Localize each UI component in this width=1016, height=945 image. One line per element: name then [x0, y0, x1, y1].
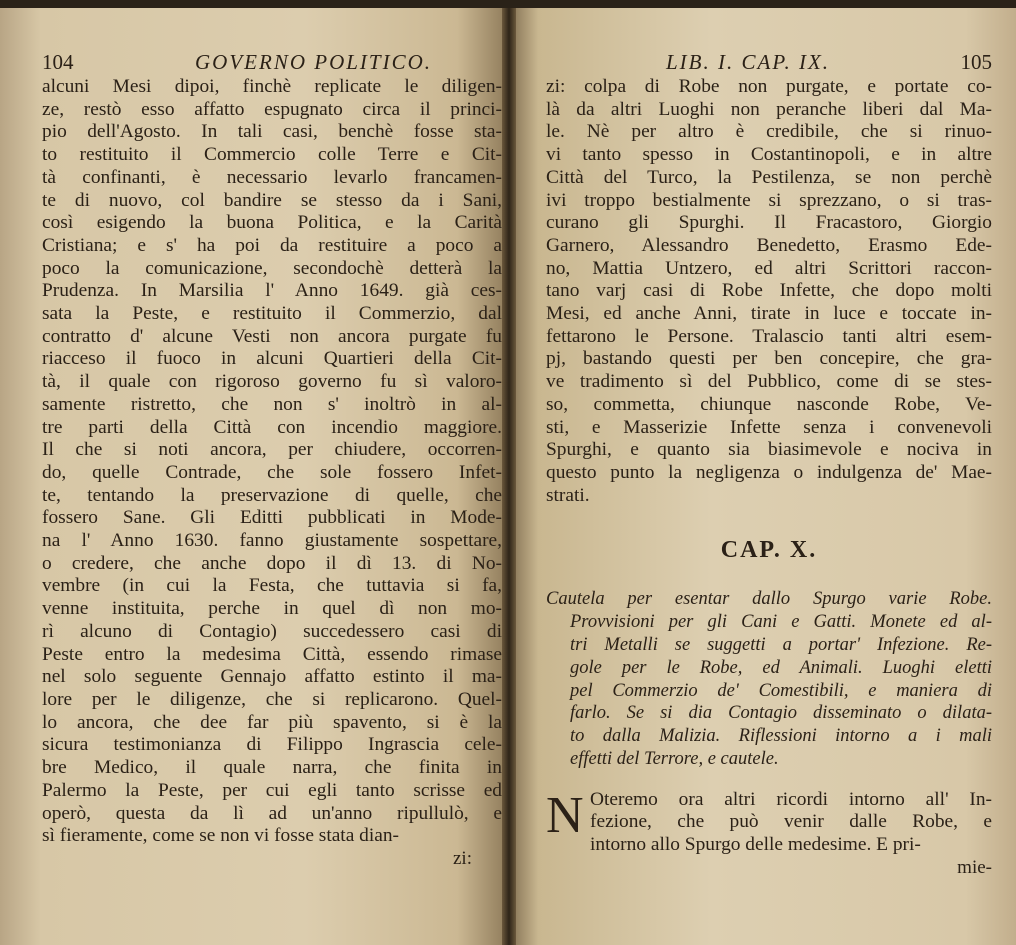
text-line: vembre (in cui la Festa, che tuttavia si fa, [42, 575, 502, 597]
catchword-right: mie- [957, 856, 992, 878]
text-line: sì fieramente, come se non vi fosse stata dian- [42, 825, 399, 847]
summary-line: gole per le Robe, ed Animali. Luoghi eletti [570, 657, 992, 678]
text-line: tre parti della Città con incendio maggiore. [42, 416, 502, 438]
text-line: strati. [546, 484, 590, 506]
text-line: pj, bastando questi per ben concepire, che gra- [546, 348, 992, 370]
text-line: fossero Sane. Gli Editti pubblicati in Mode- [42, 507, 502, 529]
text-line: vi tanto spesso in Costantinopoli, e in altre [546, 144, 992, 166]
open-book [0, 8, 1016, 945]
text-line: zi: colpa di Robe non purgate, e portate co- [546, 76, 992, 97]
drop-cap: N [546, 786, 584, 844]
running-head-right [546, 50, 992, 76]
text-line: venne instituita, perche in quel dì non mo- [42, 598, 502, 620]
summary-line: farlo. Se si dia Contagio disseminato o dilata- [570, 703, 992, 724]
chapter-opening [546, 786, 992, 857]
text-line: nel solo seguente Gennajo affatto estinto il ma- [42, 666, 502, 688]
opening-lines [546, 786, 992, 857]
running-head-left [42, 50, 502, 76]
text-line: Palermo la Peste, per cui egli tanto scrisse ed [42, 779, 502, 801]
summary-line: to dalla Malizia. Riflessioni intorno a i mali [570, 726, 992, 747]
summary-line: tri Metalli se suggetti a portar' Infezione. Re- [570, 634, 992, 655]
text-line: Spurghi, e quanto sia biasimevole e nociva in [546, 439, 992, 461]
summary-line: effetti del Terrore, e cautele. [570, 748, 779, 769]
text-line: così esigendo la buona Politica, e la Carità [42, 212, 502, 234]
text-line: Città del Turco, la Pestilenza, se non perchè [546, 166, 992, 188]
text-line: lore per le diligenze, che si replicarono. Quel- [42, 688, 502, 710]
text-line: te di nuovo, col bandire se stesso da i Sani, [42, 189, 502, 211]
text-line: Cristiana; e s' ha poi da restituire a poco a [42, 234, 502, 256]
text-line: intorno allo Spurgo delle medesime. E pri- [590, 834, 921, 856]
text-line: o credere, che anche dopo il dì 13. di No- [42, 552, 502, 574]
text-line: sti, e Masserizie Infette senza i convenevoli [546, 416, 992, 438]
text-line: alcuni Mesi dipoi, finchè replicate le diligen- [42, 76, 502, 97]
text-line: fettarono le Persone. Tralascio tanti altri esem- [546, 325, 992, 347]
text-line: Peste entro la medesima Città, essendo rimase [42, 643, 502, 665]
right-page [508, 8, 1016, 945]
text-line: no, Mattia Untzero, ed altri Scrittori raccon- [546, 257, 992, 279]
text-line: tà, il quale con rigoroso governo fu sì valoro- [42, 371, 502, 393]
chapter-heading: CAP. X. [720, 537, 818, 564]
right-body-text [546, 76, 992, 507]
text-line: lo ancora, che dee far più spavento, si è la [42, 711, 502, 733]
text-line: Il che si noti ancora, per chiudere, occorren- [42, 439, 502, 461]
text-line: tano varj casi di Robe Infette, che dopo molti [546, 280, 992, 302]
text-line: do, quelle Contrade, che sole fossero Infet- [42, 461, 502, 483]
text-line: pio dell'Agosto. In tali casi, benchè fosse sta- [42, 121, 502, 143]
running-title-left: GOVERNO POLITICO. [195, 50, 432, 74]
text-line: curano gli Spurghi. Il Fracastoro, Giorgio [546, 212, 992, 234]
text-line: contratto d' alcune Vesti non ancora purgate fu [42, 325, 502, 347]
text-line: ze, restò esso affatto espugnato circa il princi- [42, 98, 502, 120]
page-number-right: 105 [960, 50, 992, 74]
text-line: sicura testimonianza di Filippo Ingrascia cele- [42, 734, 502, 756]
text-line: ivi troppo bestialmente si sprezzano, o si tras- [546, 189, 992, 211]
text-line: Oteremo ora altri ricordi intorno all' In- [590, 788, 992, 810]
text-line: Garnero, Alessandro Benedetto, Erasmo Ede- [546, 234, 992, 256]
text-line: poco la comunicazione, secondochè detterà la [42, 257, 502, 279]
text-line: operò, questa da lì ad un'anno ripullulò, e [42, 802, 502, 824]
text-line: là da altri Luoghi non peranche liberi dal Ma- [546, 98, 992, 120]
text-line: bre Medico, il quale narra, che finita in [42, 757, 502, 779]
catchword-left: zi: [453, 847, 472, 869]
text-line: fezione, che può venir dalle Robe, e [590, 811, 992, 833]
text-line: riacceso il fuoco in alcuni Quartieri della Cit- [42, 348, 502, 370]
left-body-text [42, 76, 502, 848]
summary-line: pel Commerzio de' Comestibili, e maniera di [570, 680, 992, 701]
summary-line: Provvisioni per gli Cani e Gatti. Monete ed al- [570, 612, 992, 633]
text-line: to restituito il Commercio colle Terre e Cit- [42, 144, 502, 166]
text-line: samente ristretto, che non s' inoltrò in al- [42, 393, 502, 415]
text-line: na l' Anno 1630. fanno giustamente sospettare, [42, 530, 502, 552]
text-line: te, tentando la preservazione di quelle, che [42, 484, 502, 506]
left-page [0, 8, 508, 945]
text-line: ve tradimento sì del Pubblico, come di se stes- [546, 371, 992, 393]
text-line: Mesi, ed anche Anni, tirate in luce e toccate in- [546, 303, 992, 325]
text-line: questo punto la negligenza o indulgenza de' Mae- [546, 461, 992, 483]
text-line: sata la Peste, e restituito il Commerzio, dal [42, 303, 502, 325]
chapter-summary [546, 588, 992, 770]
page-number-left: 104 [42, 50, 74, 74]
text-line: so, commetta, chiunque nasconde Robe, Ve- [546, 393, 992, 415]
text-line: rì alcuno di Contagio) succedessero casi di [42, 620, 502, 642]
running-title-right: LIB. I. CAP. IX. [666, 50, 831, 74]
summary-line: Cautela per esentar dallo Spurgo varie Robe. [546, 589, 992, 610]
book-gutter [502, 8, 516, 945]
text-line: Prudenza. In Marsilia l' Anno 1649. già ces- [42, 280, 502, 302]
text-line: tà confinanti, è necessario levarlo francamen- [42, 166, 502, 188]
text-line: le. Nè per altro è credibile, che si rinuo- [546, 121, 992, 143]
